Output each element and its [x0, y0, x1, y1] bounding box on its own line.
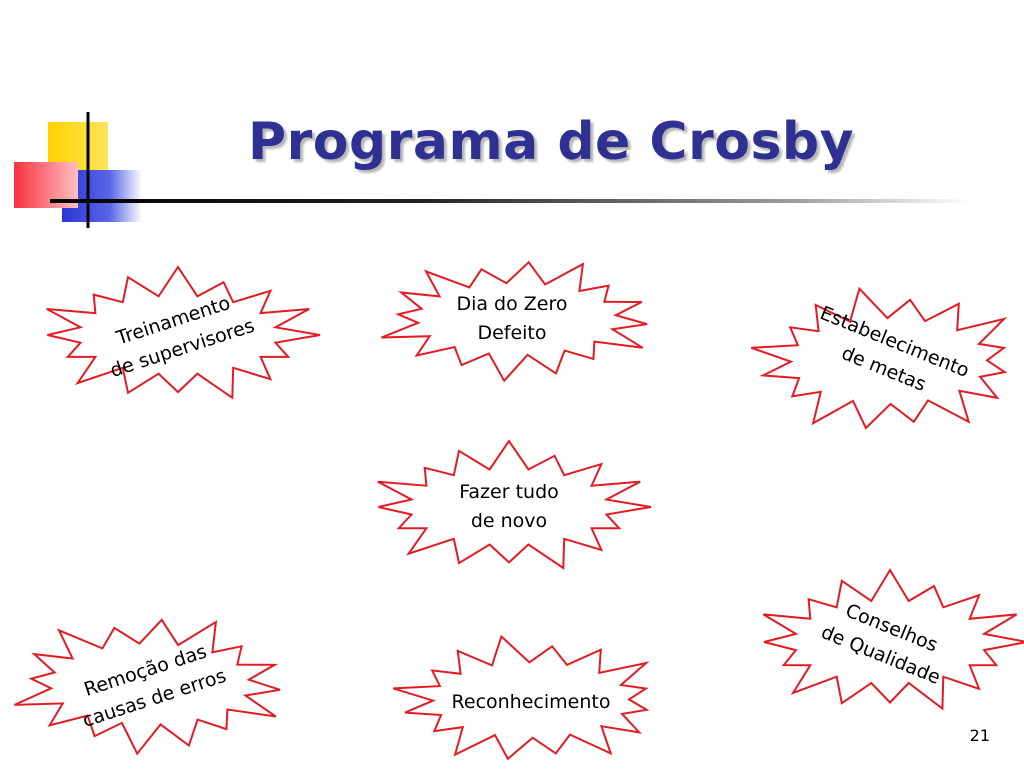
title-underline — [50, 199, 970, 203]
slide-number: 21 — [969, 726, 990, 745]
decorative-squares-logo — [0, 100, 150, 230]
burst-label-estabelecimento: Estabelecimento de metas — [816, 302, 973, 396]
slide-header — [0, 0, 1024, 230]
burst-label-remocao: Remoção das causas de erros — [79, 640, 229, 732]
burst-label-treinamento: Treinamento de supervisores — [107, 292, 258, 383]
burst-label-dia-zero-defeito: Dia do Zero Defeito — [456, 293, 568, 344]
burst-label-fazer-tudo: Fazer tudo de novo — [459, 481, 559, 532]
page-title: Programa de Crosby — [248, 112, 855, 172]
burst-label-conselhos: Conselhos de Qualidade — [818, 599, 944, 689]
burst-label-reconhecimento: Reconhecimento — [451, 690, 611, 713]
